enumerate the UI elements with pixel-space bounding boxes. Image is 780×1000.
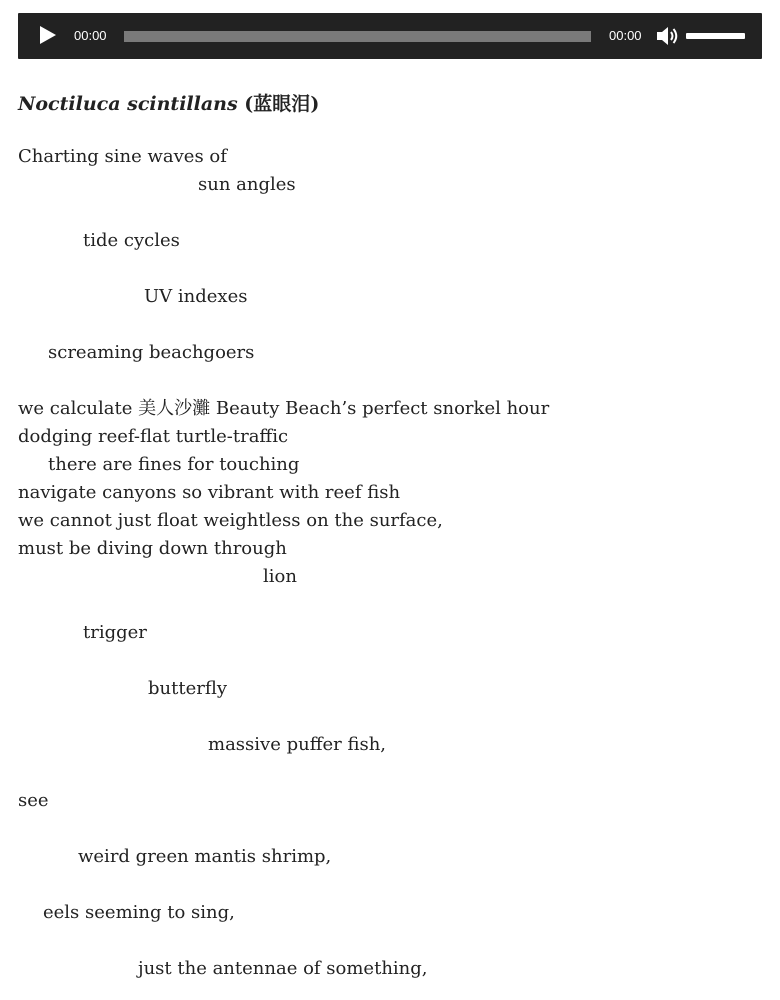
- poem-line: screaming beachgoers: [48, 342, 255, 363]
- poem-line: tide cycles: [83, 230, 180, 251]
- title-scientific-name: Noctiluca scintillans: [18, 93, 238, 115]
- play-icon[interactable]: [40, 26, 56, 44]
- audio-player: [18, 13, 762, 59]
- poem-line: dodging reef-flat turtle-traffic: [18, 426, 289, 447]
- volume-slider[interactable]: [686, 33, 745, 39]
- title-common-name: 蓝眼泪: [253, 93, 311, 115]
- poem-line: butterfly: [148, 678, 228, 699]
- poem-line: massive puffer fish,: [208, 734, 387, 755]
- poem-line: lion: [263, 566, 297, 587]
- title-close-paren: ): [310, 93, 320, 115]
- poem-line: there are fines for touching: [48, 454, 300, 475]
- poem-line: eels seeming to sing,: [43, 902, 235, 923]
- poem-line: must be diving down through: [18, 538, 287, 559]
- poem-line: we cannot just float weightless on the surface,: [18, 510, 443, 531]
- progress-track[interactable]: [124, 31, 591, 42]
- poem-title: [18, 89, 319, 116]
- poem-line: we calculate 美人沙灘 Beauty Beach’s perfect snorkel hour: [18, 398, 550, 419]
- poem-line: sun angles: [198, 174, 296, 195]
- current-time: 00:00: [74, 28, 107, 43]
- duration-time: 00:00: [609, 28, 642, 43]
- poem-line: UV indexes: [144, 286, 248, 307]
- poem-line: see: [18, 790, 49, 811]
- poem-line: navigate canyons so vibrant with reef fish: [18, 482, 401, 503]
- poem-line: just the antennae of something,: [138, 958, 428, 979]
- speaker-icon[interactable]: [656, 25, 680, 47]
- poem-line: Charting sine waves of: [18, 146, 227, 167]
- poem-line: weird green mantis shrimp,: [78, 846, 332, 867]
- title-open-paren: (: [237, 93, 254, 115]
- poem-line: trigger: [83, 622, 147, 643]
